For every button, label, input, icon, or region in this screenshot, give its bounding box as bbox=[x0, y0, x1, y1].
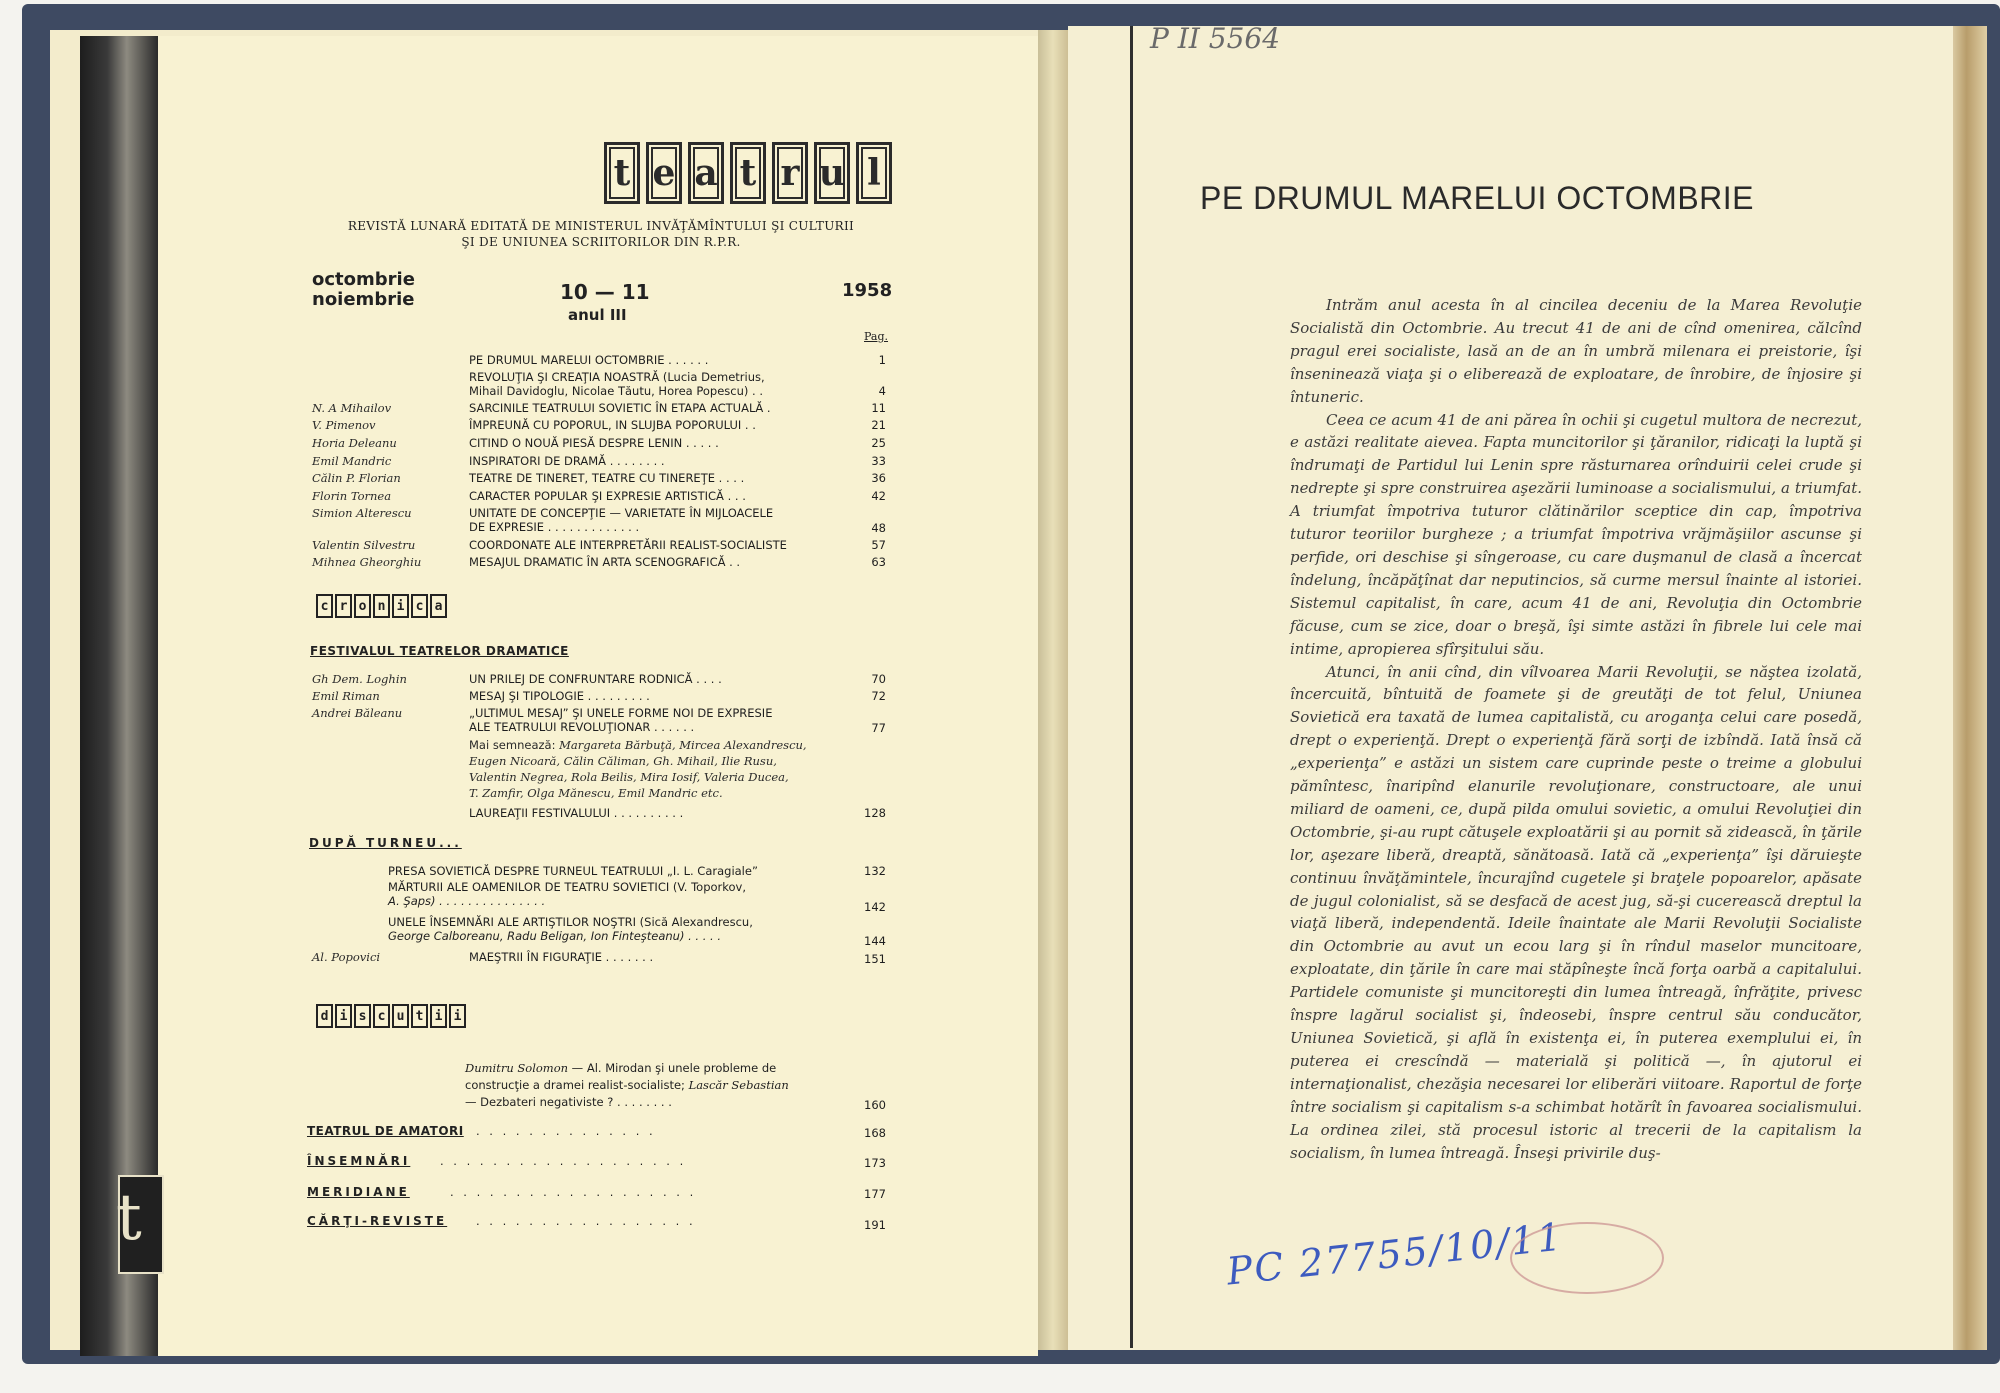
section-letter: a bbox=[430, 594, 447, 618]
subtitle-line-2: ŞI DE UNIUNEA SCRIITORILOR DIN R.P.R. bbox=[461, 235, 741, 249]
pencil-inventory-mark: P II 5564 bbox=[1150, 22, 1281, 55]
toc-title bbox=[469, 506, 869, 534]
toc-title-line: DE EXPRESIE . . . . . . . . . . . . . bbox=[469, 520, 640, 534]
logo-letter: a bbox=[688, 142, 724, 204]
volume: anul III bbox=[568, 306, 627, 324]
toc-title-line: UNITATE DE CONCEPŢIE — VARIETATE ÎN MIJLOACELE bbox=[469, 506, 774, 520]
toc-page-number: 11 bbox=[871, 401, 886, 415]
meridiane-heading: MERIDIANE bbox=[307, 1185, 410, 1199]
toc-author: Călin P. Florian bbox=[312, 471, 401, 485]
toc-dots: . . . . . . . . . . . . . . bbox=[476, 1124, 656, 1138]
toc-author: Mihnea Gheorghiu bbox=[312, 555, 422, 569]
toc-title-line: — Dezbateri negativiste ? . . . . . . . . bbox=[465, 1095, 672, 1109]
month-1: octombrie bbox=[312, 269, 415, 290]
toc-page-number: 77 bbox=[871, 721, 886, 735]
toc-page-number: 173 bbox=[864, 1156, 886, 1170]
article-body bbox=[1290, 294, 1862, 1164]
toc-author: Lascăr Sebastian bbox=[688, 1078, 789, 1092]
toc-title bbox=[469, 706, 869, 734]
library-stamp-number: PC 27755/10/11 bbox=[1224, 1214, 1566, 1294]
section-letter: t bbox=[411, 1004, 428, 1028]
section-letter: o bbox=[354, 594, 371, 618]
toc-title: MAEŞTRII ÎN FIGURAŢIE . . . . . . . bbox=[469, 950, 654, 964]
section-letter: n bbox=[373, 594, 390, 618]
mai-semneaza-note bbox=[469, 737, 869, 801]
section-letter: c bbox=[373, 1004, 390, 1028]
toc-page-number: 42 bbox=[871, 489, 886, 503]
toc-title-line: George Calboreanu, Radu Beligan, Ion Finteşteanu) . . . . . bbox=[388, 929, 722, 943]
logo-letter: l bbox=[856, 142, 892, 204]
toc-page-number: 160 bbox=[864, 1098, 886, 1112]
toc-title-line: A. Şaps) . . . . . . . . . . . . . . . bbox=[388, 894, 546, 908]
toc-title: SARCINILE TEATRULUI SOVIETIC ÎN ETAPA ACTUALĂ . bbox=[469, 401, 771, 415]
toc-title: PE DRUMUL MARELUI OCTOMBRIE . . . . . . bbox=[469, 353, 709, 367]
logo-letter: e bbox=[646, 142, 682, 204]
section-letter: c bbox=[411, 594, 428, 618]
section-letter: i bbox=[335, 1004, 352, 1028]
toc-page-number: 168 bbox=[864, 1126, 886, 1140]
article-paragraph: Ceea ce acum 41 de ani părea în ochii şi cugetul multora de necrezut, e astăzi realitate aievea. Fapta muncitorilor şi ţăranilor, ridicaţi la luptă şi îndrumaţi de Partidul lui Lenin spre răsturnarea orînduirii celei crude şi nedrepte şi spre construirea aşezării luminoase a socialismului, a triumfat. A triumfat împotriva tuturor clătinărilor sceptice din cap, împotriva tuturor teoriilor burgheze ; a triumfat împotriva vrăjmăşiilor ascunse şi perfide, ori deschise şi sîngeroase, cu care duşmanul de clasă a încercat îndelung, încăpăţînat dar neputincios, să curme mersul înainte al istoriei. Sistemul capitalist, în care, acum 41 de ani, Revoluţia din Octombrie făcuse, cum se zice, doar o breşă, îşi simte astăzi în fibrele lui cele mai intime, apropierea sfîrşitului său. bbox=[1290, 410, 1862, 658]
toc-title-line: — Al. Mirodan şi unele probleme de bbox=[568, 1061, 777, 1075]
toc-title: COORDONATE ALE INTERPRETĂRII REALIST-SOCIALISTE bbox=[469, 538, 787, 552]
toc-author: Simion Alterescu bbox=[312, 506, 412, 520]
toc-author: Andrei Băleanu bbox=[312, 706, 403, 720]
amatori-heading: TEATRUL DE AMATORI bbox=[307, 1124, 464, 1138]
toc-title: MESAJUL DRAMATIC ÎN ARTA SCENOGRAFICĂ . . bbox=[469, 555, 741, 569]
article-paragraph: Atunci, în anii cînd, din vîlvoarea Marii Revoluţii, se năştea izolată, încercuită, bîntuită de foamete şi de greutăţi de tot felul, Uniunea Sovietică era taxată de lumea capitalistă, cu aroganţa celui care posedă, drept o experienţă. Drept o experienţă fără sorţi de izbîndă. Iată însă că „experienţa” e astăzi un sistem care cuprinde peste o treime a globului pămîntesc, înaripînd elanurile revoluţionare, constructoare, ale unui miliard de oameni, ce, după pilda omului sovietic, a omului Revoluţiei din Octombrie, şi-au rupt cătuşele exploatării şi au pornit să zidească, în ţările lor, aşezare liberă, dreaptă, sănătoasă. Iată că „experienţa” îşi dăruieşte continuu învăţămintele, încurajînd cugetele şi braţele popoarelor, apăsate de jugul colonialist, să se desfacă de acest jug, să-şi cucerească dreptul la viaţă liberă, independentă. Ideile înaintate ale Marii Revoluţii Socialiste din Octombrie au avut un ecou larg şi în rîndul maselor muncitoare, exploatate, din ţările în care mai stăpîneşte încă forţa oarbă a capitalului. Partidele comuniste şi muncitoreşti din lumea întreagă, înfrăţite, privesc înspre lagărul socialist şi, îndeosebi, înspre centrul său conducător, Uniunea Sovietică, şi află în existenţa ei, în puterea exemplului ei, în puterea ei crescîndă — materială şi politică —, în ajutorul ei internaţionalist, chezăşia necesarei lor eliberări viitoare. Raportul de forţe între socialism şi capitalism s-a schimbat hotărît în favoarea socialismului. La ordinea zilei, stă procesul istoric al trecerii de la capitalism la socialism, în lumea întreagă. Înseşi privirile duş- bbox=[1290, 662, 1862, 1162]
toc-page-number: 72 bbox=[871, 689, 886, 703]
issue-number: 10 — 11 bbox=[560, 280, 650, 304]
section-letter: s bbox=[354, 1004, 371, 1028]
article-title: PE DRUMUL MARELUI OCTOMBRIE bbox=[1200, 180, 1755, 216]
page-column-label: Pag. bbox=[864, 330, 889, 343]
dupa-turneu-heading: DUPĂ TURNEU... bbox=[309, 836, 462, 850]
toc-title: UN PRILEJ DE CONFRUNTARE RODNICĂ . . . . bbox=[469, 672, 722, 686]
discutii-entry bbox=[465, 1060, 875, 1111]
toc-page-number: 191 bbox=[864, 1218, 886, 1232]
festival-heading: FESTIVALUL TEATRELOR DRAMATICE bbox=[310, 644, 569, 658]
toc-author: Dumitru Solomon bbox=[465, 1061, 569, 1075]
toc-title: ÎMPREUNĂ CU POPORUL, IN SLUJBA POPORULUI . . bbox=[469, 418, 756, 432]
toc-title-line: MĂRTURII ALE OAMENILOR DE TEATRU SOVIETICI (V. Toporkov, bbox=[388, 880, 746, 894]
magazine-subtitle bbox=[312, 218, 890, 250]
month-2: noiembrie bbox=[312, 289, 415, 310]
mai-semneaza-label: Mai semnează: bbox=[469, 738, 556, 752]
toc-page-number: 21 bbox=[871, 418, 886, 432]
toc-page-number: 151 bbox=[864, 952, 886, 966]
book-gutter bbox=[1038, 30, 1068, 1350]
toc-title-line: ALE TEATRULUI REVOLUŢIONAR . . . . . . bbox=[469, 720, 695, 734]
toc-page-number: 4 bbox=[878, 384, 886, 398]
section-letter: i bbox=[430, 1004, 447, 1028]
toc-page-number: 142 bbox=[864, 900, 886, 914]
toc-title: INSPIRATORI DE DRAMĂ . . . . . . . . bbox=[469, 454, 665, 468]
toc-dots: . . . . . . . . . . . . . . . . . bbox=[476, 1214, 696, 1228]
discutii-label bbox=[316, 1004, 466, 1028]
section-letter: i bbox=[449, 1004, 466, 1028]
section-letter: r bbox=[335, 594, 352, 618]
toc-title-line: „ULTIMUL MESAJ” ŞI UNELE FORME NOI DE EXPRESIE bbox=[469, 706, 773, 720]
toc-page-number: 36 bbox=[871, 471, 886, 485]
cronica-label bbox=[316, 594, 447, 618]
mai-semneaza-line: Valentin Negrea, Rola Beilis, Mira Iosif, Valeria Ducea, bbox=[469, 770, 789, 784]
page-divider-line bbox=[1130, 26, 1133, 1348]
toc-page-number: 132 bbox=[864, 864, 886, 878]
magazine-logo bbox=[604, 142, 892, 204]
toc-title: LAUREAŢII FESTIVALULUI . . . . . . . . . . bbox=[469, 806, 684, 820]
mai-semneaza-line: Eugen Nicoară, Călin Căliman, Gh. Mihail, Ilie Rusu, bbox=[469, 754, 777, 768]
insemnari-heading: ÎNSEMNĂRI bbox=[307, 1154, 411, 1168]
page-edges bbox=[1953, 26, 1987, 1350]
toc-page-number: 144 bbox=[864, 934, 886, 948]
mai-semneaza-line: Margareta Bărbuţă, Mircea Alexandrescu, bbox=[559, 738, 807, 752]
logo-letter: t bbox=[730, 142, 766, 204]
toc-page-number: 177 bbox=[864, 1187, 886, 1201]
issue-months bbox=[312, 270, 415, 310]
year: 1958 bbox=[842, 280, 893, 301]
toc-title-line: Mihail Davidoglu, Nicolae Tăutu, Horea Popescu) . . bbox=[469, 384, 764, 398]
toc-page-number: 48 bbox=[871, 521, 886, 535]
subtitle-line-1: REVISTĂ LUNARĂ EDITATĂ DE MINISTERUL INVĂŢĂMÎNTULUI ŞI CULTURII bbox=[347, 219, 855, 233]
toc-author: Valentin Silvestru bbox=[312, 538, 416, 552]
toc-page-number: 63 bbox=[871, 555, 886, 569]
section-letter: u bbox=[392, 1004, 409, 1028]
toc-page-number: 33 bbox=[871, 454, 886, 468]
toc-title: CARACTER POPULAR ŞI EXPRESIE ARTISTICĂ . . . bbox=[469, 489, 746, 503]
mai-semneaza-line: T. Zamfir, Olga Mănescu, Emil Mandric etc. bbox=[469, 786, 723, 800]
toc-dots: . . . . . . . . . . . . . . . . . . . bbox=[450, 1185, 697, 1199]
library-stamp-circle bbox=[1510, 1222, 1664, 1294]
toc-title: PRESA SOVIETICĂ DESPRE TURNEUL TEATRULUI „I. L. Caragiale” bbox=[388, 864, 758, 878]
toc-page-number: 1 bbox=[878, 353, 886, 367]
toc-title bbox=[469, 370, 859, 398]
toc-title-line: construcţie a dramei realist-socialiste; bbox=[465, 1078, 689, 1092]
cover-photo-strip bbox=[80, 36, 158, 1356]
logo-letter: t bbox=[604, 142, 640, 204]
toc-author: V. Pimenov bbox=[312, 418, 376, 432]
toc-title-line: REVOLUŢIA ŞI CREAŢIA NOASTRĂ (Lucia Demetrius, bbox=[469, 370, 765, 384]
article-paragraph: Intrăm anul acesta în al cincilea deceniu de la Marea Revoluţie Socialistă din Octombrie. Au trecut 41 de ani de cînd omenirea, călcînd pragul erei socialiste, lasă an de an în umbră milenara ei preistorie, îşi înseninează viaţa şi o eliberează de exploatare, de înrobire, de înjosire şi întuneric. bbox=[1290, 296, 1862, 406]
toc-author: N. A Mihailov bbox=[312, 401, 392, 415]
toc-page-number: 128 bbox=[864, 806, 886, 820]
toc-author: Gh Dem. Loghin bbox=[312, 672, 407, 686]
toc-title bbox=[388, 880, 858, 908]
toc-author: Emil Mandric bbox=[312, 454, 392, 468]
spine-logo bbox=[118, 1175, 164, 1274]
toc-title: TEATRE DE TINERET, TEATRE CU TINEREŢE . . . . bbox=[469, 471, 745, 485]
toc-title: CITIND O NOUĂ PIESĂ DESPRE LENIN . . . . . bbox=[469, 436, 719, 450]
toc-author: Emil Riman bbox=[312, 689, 380, 703]
section-letter: d bbox=[316, 1004, 333, 1028]
toc-title: MESAJ ŞI TIPOLOGIE . . . . . . . . . bbox=[469, 689, 650, 703]
logo-letter: r bbox=[772, 142, 808, 204]
carti-reviste-heading: CĂRŢI-REVISTE bbox=[307, 1214, 448, 1228]
toc-dots: . . . . . . . . . . . . . . . . . . . bbox=[440, 1154, 687, 1168]
section-letter: c bbox=[316, 594, 333, 618]
toc-page-number: 70 bbox=[871, 672, 886, 686]
toc-title bbox=[388, 915, 858, 943]
toc-author: Florin Tornea bbox=[312, 489, 392, 503]
section-letter: i bbox=[392, 594, 409, 618]
toc-author: Horia Deleanu bbox=[312, 436, 397, 450]
toc-author: Al. Popovici bbox=[312, 950, 381, 964]
spine-letter: t bbox=[116, 1181, 142, 1255]
toc-title-line: UNELE ÎNSEMNĂRI ALE ARTIŞTILOR NOŞTRI (Sică Alexandrescu, bbox=[388, 915, 753, 929]
logo-letter: u bbox=[814, 142, 850, 204]
toc-page-number: 25 bbox=[871, 436, 886, 450]
toc-page-number: 57 bbox=[871, 538, 886, 552]
